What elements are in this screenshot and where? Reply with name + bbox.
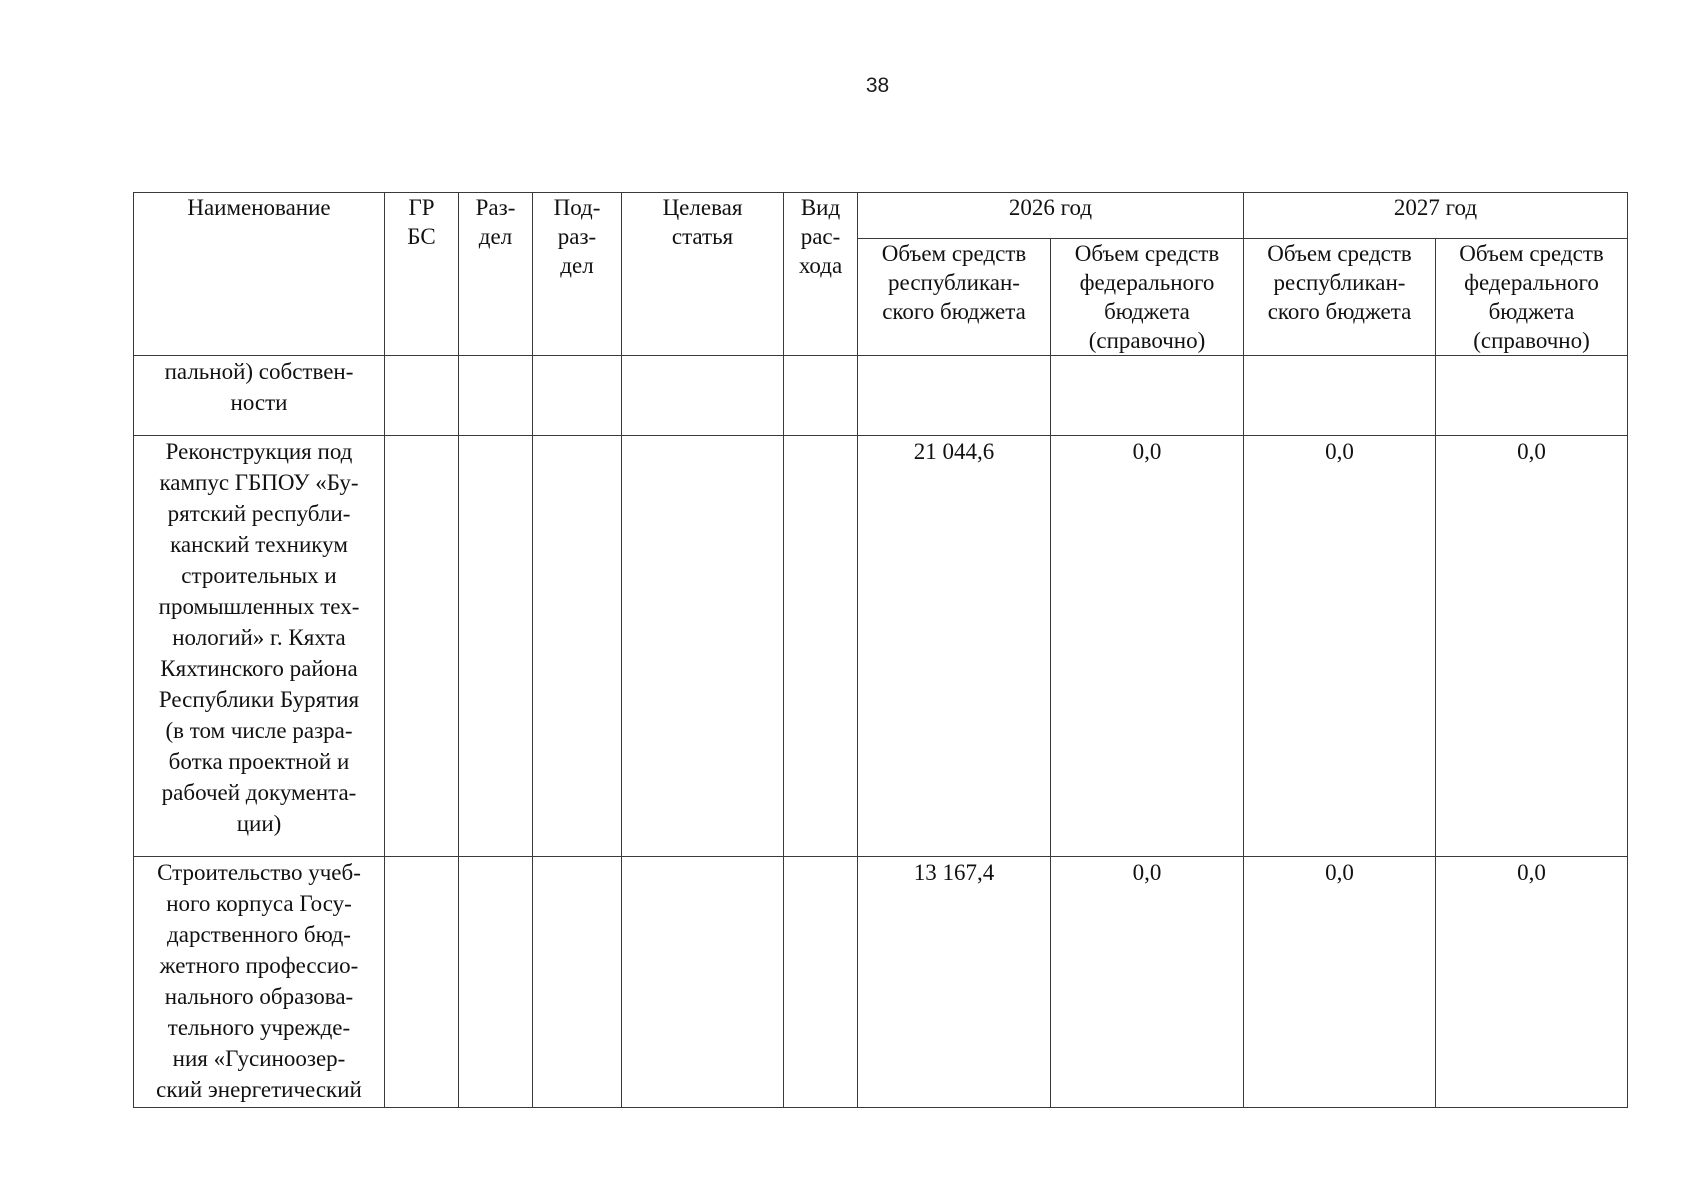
row-2026-republican (858, 356, 1051, 436)
table-row (134, 857, 1628, 1108)
row-2027-federal: 0,0 (1436, 436, 1628, 857)
header-2026-federal: Объем средств федерального бюджета (справочно) (1051, 239, 1244, 356)
row-2026-republican: 13 167,4 (858, 857, 1051, 1108)
row-razdel (459, 356, 533, 436)
row-podrazdel (533, 857, 622, 1108)
header-grbs: ГР БС (385, 193, 459, 356)
row-celevaya (622, 857, 784, 1108)
row-2027-federal (1436, 356, 1628, 436)
table-row (134, 356, 1628, 436)
row-2026-federal: 0,0 (1051, 857, 1244, 1108)
row-vid (784, 356, 858, 436)
header-row-main (134, 193, 1628, 239)
header-year-2027: 2027 год (1244, 193, 1628, 239)
row-celevaya (622, 436, 784, 857)
row-2026-republican: 21 044,6 (858, 436, 1051, 857)
budget-table (133, 192, 1628, 1108)
row-2027-republican (1244, 356, 1436, 436)
header-name: Наименование (134, 193, 385, 356)
header-razdel: Раз- дел (459, 193, 533, 356)
row-razdel (459, 436, 533, 857)
row-name: Реконструкция под кампус ГБПОУ «Бу- рятский республи- канский техникум строительных и промышленных тех- нологий» г. Кяхта Кяхтинского района Республики Бурятия (в том числе разра- ботка проектной и рабочей документа- ции) (134, 436, 385, 857)
row-podrazdel (533, 356, 622, 436)
row-grbs (385, 857, 459, 1108)
header-2027-federal: Объем средств федерального бюджета (справочно) (1436, 239, 1628, 356)
row-grbs (385, 356, 459, 436)
row-name: пальной) собствен- ности (134, 356, 385, 436)
row-2027-federal: 0,0 (1436, 857, 1628, 1108)
row-2027-republican: 0,0 (1244, 436, 1436, 857)
table-row (134, 436, 1628, 857)
row-vid (784, 857, 858, 1108)
row-podrazdel (533, 436, 622, 857)
row-razdel (459, 857, 533, 1108)
page-number: 38 (865, 74, 890, 97)
row-2026-federal: 0,0 (1051, 436, 1244, 857)
header-celevaya-statya: Целевая статья (622, 193, 784, 356)
header-vid-rashoda: Вид рас- хода (784, 193, 858, 356)
header-year-2026: 2026 год (858, 193, 1244, 239)
header-2026-republican: Объем средств республикан- ского бюджета (858, 239, 1051, 356)
row-grbs (385, 436, 459, 857)
header-2027-republican: Объем средств республикан- ского бюджета (1244, 239, 1436, 356)
row-2026-federal (1051, 356, 1244, 436)
row-2027-republican: 0,0 (1244, 857, 1436, 1108)
header-podrazdel: Под- раз- дел (533, 193, 622, 356)
row-name: Строительство учеб- ного корпуса Госу- дарственного бюд- жетного профессио- нального образова- тельного учрежде- ния «Гусиноозер- ский энергетический (134, 857, 385, 1108)
row-celevaya (622, 356, 784, 436)
row-vid (784, 436, 858, 857)
